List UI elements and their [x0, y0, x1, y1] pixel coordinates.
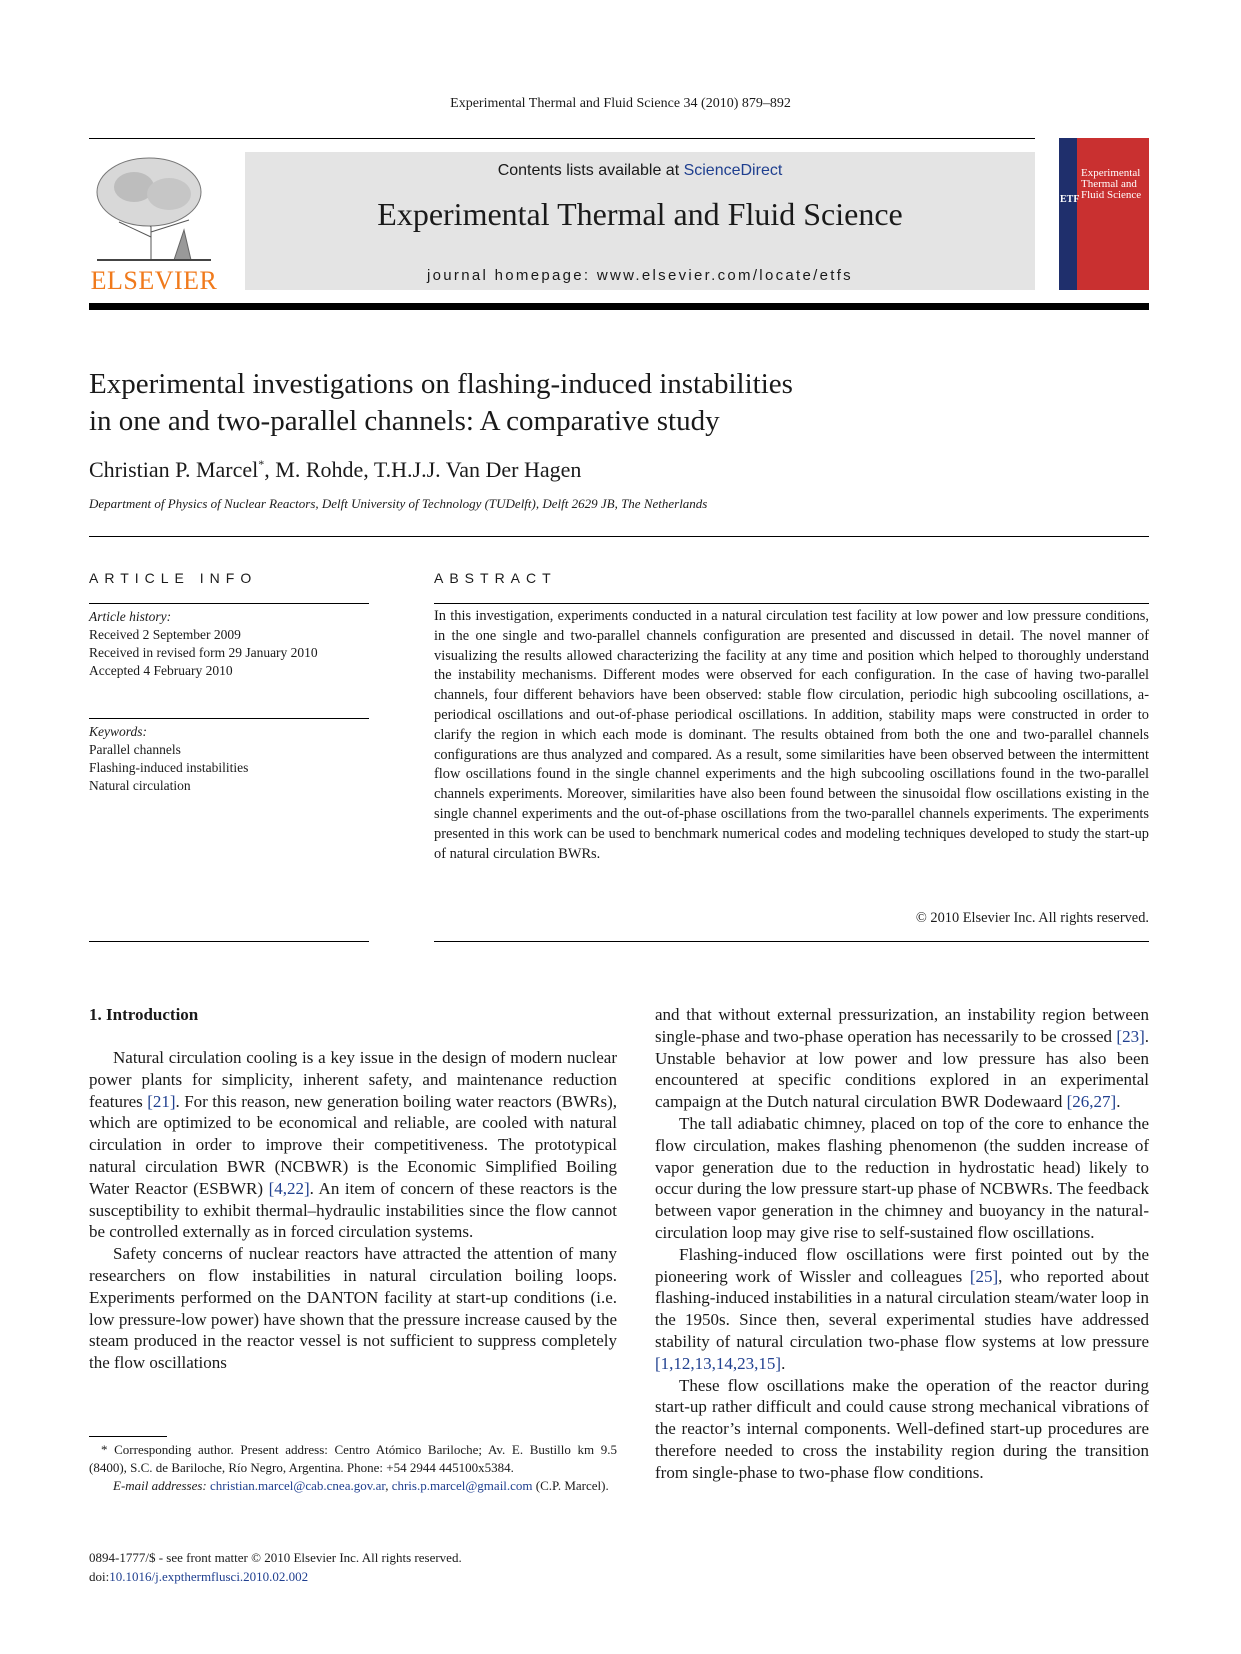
running-head: Experimental Thermal and Fluid Science 34 (2010) 879–892 — [450, 96, 791, 111]
paragraph — [655, 1244, 1149, 1375]
abstract-copyright: © 2010 Elsevier Inc. All rights reserved. — [915, 910, 1149, 926]
email-label: E-mail addresses: — [113, 1478, 207, 1493]
cover-side-band — [1059, 138, 1080, 290]
abstract-rule — [434, 603, 1149, 604]
affiliation: Department of Physics of Nuclear Reactors, Delft University of Technology (TUDelft), Delft 2629 JB, The Netherlands — [89, 496, 708, 511]
contents-line — [245, 162, 1035, 180]
keywords-label: Keywords: — [89, 724, 147, 739]
footnote-rule — [89, 1436, 167, 1437]
text-run: Flashing-induced flow oscillations were first pointed out by the pioneering work of Wissler and colleagues — [655, 1244, 1149, 1286]
citation-link[interactable]: [23] — [1116, 1026, 1145, 1046]
article-info-bottom-rule — [89, 941, 369, 942]
doi-link[interactable]: 10.1016/j.expthermflusci.2010.02.002 — [109, 1569, 309, 1584]
received-date: Received 2 September 2009 — [89, 627, 241, 642]
paragraph: These flow oscillations make the operation of the reactor during start-up rather difficult and could cause strong mechanical vibrations of the reactor’s internal components. Well-defined start-up procedures are therefore needed to cross the instability region during the transition from single-phase to two-phase flow conditions. — [655, 1375, 1149, 1482]
author-1[interactable]: Christian P. Marcel — [89, 457, 259, 482]
title-divider — [89, 536, 1149, 537]
banner-thick-rule — [89, 303, 1149, 310]
article-info-heading: ARTICLE INFO — [89, 570, 258, 586]
issn-line: 0894-1777/$ - see front matter © 2010 Elsevier Inc. All rights reserved. — [89, 1550, 462, 1565]
footnote-text: Corresponding author. Present address: Centro Atómico Bariloche; Av. E. Bustillo km 9.5 (8400), S.C. de Bariloche, Río Negro, Argentina. Phone: +54 2944 445100x5384. — [89, 1442, 617, 1475]
article-history — [89, 608, 369, 680]
cover-title: Experimental Thermal and Fluid Science — [1081, 167, 1142, 201]
other-authors: , M. Rohde, T.H.J.J. Van Der Hagen — [264, 457, 582, 482]
text-run: , who reported about flashing-induced instabilities in a natural circulation steam/water loop in the 1950s. Since then, several experimental studies have addressed stability of natural circulation two-phase flow systems at low pressure — [655, 1266, 1150, 1351]
article-title-line-2: in one and two-parallel channels: A comparative study — [89, 405, 720, 437]
accepted-date: Accepted 4 February 2010 — [89, 663, 233, 678]
abstract-text: In this investigation, experiments conducted in a natural circulation test facility at low power and low pressure conditions, in the one single and two-parallel channels configuration are presented and discussed in detail. The novel manner of visualizing the results allowed characterizing the facility at any time and position which helped to thoroughly understand the instability mechanisms. Different modes were observed for each configuration. In the case of having two-parallel channels, four different behaviors have been observed: stable flow circulation, periodic high subcooling oscillations, a-periodical oscillations and out-of-phase periodical oscillations. In addition, stability maps were constructed in order to clarify the region in which each mode is dominant. The results obtained from both the one and two-parallel channels configurations are thus analyzed and compared. As a result, some similarities have been observed between the intermittent flow oscillations found in the single channel experiments and the high subcooling oscillations found in the two-parallel channels experiments. Moreover, similarities have also been found between the sinusoidal flow oscillations existing in the single channel experiments and the out-of-phase oscillations from the two-parallel channels experiments. The experiments presented in this work can be used to benchmark numerical codes and modeling techniques developed to study the start-up of natural circulation BWRs. — [434, 608, 1149, 862]
footnote — [89, 1441, 617, 1495]
article-title — [89, 366, 989, 440]
corresponding-author-mark[interactable]: * — [258, 457, 265, 471]
paragraph: Safety concerns of nuclear reactors have attracted the attention of many researchers on flow instabilities in natural circulation boiling loops. Experiments performed on the DANTON facility at start-up conditions (i.e. low pressure-low power) have shown that the pressure increase caused by the steam produced in the reactor vessel is not sufficient to suppress completely the flow oscillations — [89, 1244, 617, 1373]
journal-homepage[interactable]: journal homepage: www.elsevier.com/locate/etfs — [427, 267, 853, 284]
history-label: Article history: — [89, 609, 172, 624]
article-title-line-1: Experimental investigations on flashing-induced instabilities — [89, 368, 793, 400]
citation-link[interactable]: [26,27] — [1066, 1092, 1117, 1112]
citation-link[interactable]: [25] — [969, 1266, 999, 1286]
citation-link[interactable]: [1,12,13,14,23,15] — [655, 1353, 782, 1373]
section-heading-introduction: 1. Introduction — [89, 1005, 199, 1024]
contents-prefix: Contents lists available at — [497, 162, 684, 179]
paragraph — [655, 1004, 1149, 1113]
doi-prefix: doi: — [89, 1569, 110, 1584]
left-column-body — [89, 1047, 617, 1374]
right-column-body — [655, 1004, 1149, 1484]
text-run: Natural circulation cooling is a key issue in the design of modern nuclear power plants for simplicity, inherent safety, and maintenance reduction features — [89, 1048, 617, 1111]
text-run: and that without external pressurization, an instability region between single-phase and two-phase operation has necessarily to be crossed — [655, 1005, 1149, 1046]
journal-banner — [245, 152, 1035, 290]
email-link[interactable]: christian.marcel@cab.cnea.gov.ar — [210, 1478, 386, 1493]
text-run: . Unstable behavior at low power and low pressure has also been encountered at specific conditions explored in an experimental campaign at the Dutch natural circulation BWR Dodewaard — [655, 1026, 1149, 1112]
email-link[interactable]: chris.p.marcel@gmail.com — [391, 1478, 533, 1493]
keywords-rule — [89, 718, 369, 719]
revised-date: Received in revised form 29 January 2010 — [89, 645, 318, 660]
sciencedirect-link[interactable]: ScienceDirect — [683, 162, 783, 179]
citation-link[interactable]: [21] — [147, 1091, 176, 1111]
text-run: . — [1116, 1092, 1121, 1112]
keyword: Parallel channels — [89, 742, 181, 757]
footnote-corresponding — [89, 1441, 617, 1477]
footnote-mark: * — [101, 1442, 108, 1457]
abstract-heading: ABSTRACT — [434, 570, 557, 586]
paragraph — [89, 1047, 617, 1243]
bottom-meta — [89, 1548, 462, 1586]
abstract-bottom-rule — [434, 941, 1149, 942]
keyword: Flashing-induced instabilities — [89, 760, 249, 775]
keyword: Natural circulation — [89, 778, 191, 793]
cover-side-label: ETF — [1060, 194, 1080, 205]
email-suffix: (C.P. Marcel). — [535, 1478, 609, 1493]
text-run: . For this reason, new generation boiling water reactors (BWRs), which are optimized to be economical and reliable, are cooled with natural circulation in order to improve their competitiveness. The prototypical natural circulation BWR (NCBWR) is the Economic Simplified Boiling Water Reactor (ESBWR) — [89, 1091, 617, 1198]
author-list — [89, 457, 581, 483]
keywords-block — [89, 723, 369, 795]
text-run: . An item of concern of these reactors is the susceptibility to exhibit thermal–hydraulic instabilities since the flow cannot be controlled externally as in forced circulation systems. — [89, 1178, 617, 1242]
citation-link[interactable]: [4,22] — [268, 1178, 310, 1198]
text-run: . — [781, 1353, 786, 1373]
header-rule — [89, 138, 1035, 139]
article-info-rule — [89, 603, 369, 604]
doi-line — [89, 1567, 462, 1586]
paragraph: The tall adiabatic chimney, placed on top of the core to enhance the flow circulation, makes flashing phenomenon (the sudden increase of vapor generation due to the reduction in hydrostatic head) likely to occur during the low pressure start-up phase of NCBWRs. The feedback between vapor generation in the chimney and buoyancy in the natural-circulation loop may give rise to self-sustained flow oscillations. — [655, 1113, 1149, 1242]
footnote-emails: E-mail addresses: christian.marcel@cab.cnea.gov.ar, chris.p.marcel@gmail.com (C.P. Marcel). — [113, 1478, 609, 1493]
journal-cover-thumbnail — [1059, 138, 1149, 290]
elsevier-logo-text: ELSEVIER — [90, 266, 218, 295]
journal-title: Experimental Thermal and Fluid Science — [377, 196, 903, 232]
